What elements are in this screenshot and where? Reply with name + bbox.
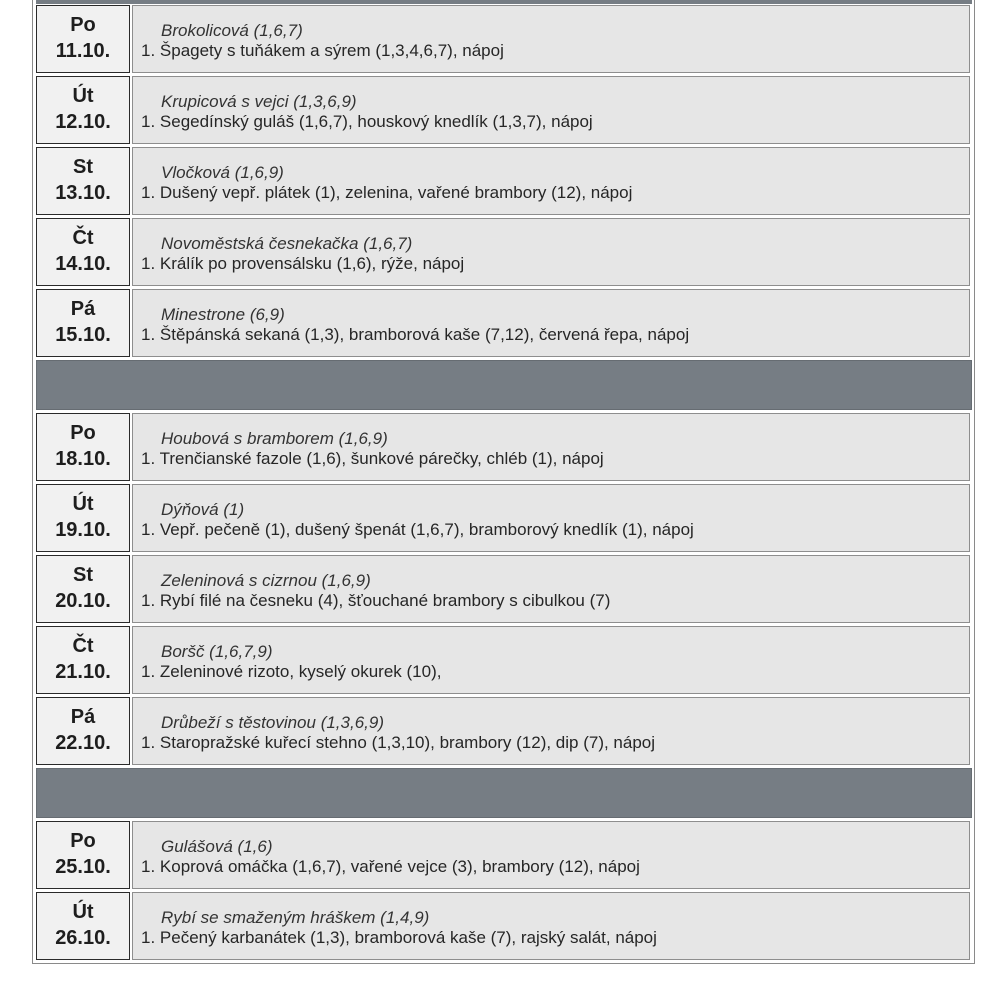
main-dish-text: 1. Rybí filé na česneku (4), šťouchané brambory s cibulkou (7) bbox=[141, 591, 611, 610]
soup-text: Houbová s bramborem (1,6,9) bbox=[161, 429, 388, 448]
menu-row bbox=[36, 626, 972, 694]
main-dish-text: 1. Staropražské kuřecí stehno (1,3,10), brambory (12), dip (7), nápoj bbox=[141, 733, 656, 752]
lunch-menu-table bbox=[32, 0, 975, 964]
day-name: Čt bbox=[72, 227, 94, 249]
meal-cell bbox=[132, 147, 970, 215]
day-name: St bbox=[73, 564, 93, 586]
main-dish-text: 1. Králík po provensálsku (1,6), rýže, nápoj bbox=[141, 254, 465, 273]
day-name: Pá bbox=[70, 298, 96, 320]
meal-cell bbox=[132, 821, 970, 889]
meal-cell bbox=[132, 555, 970, 623]
day-date: 22.10. bbox=[55, 732, 111, 754]
day-cell bbox=[36, 626, 130, 694]
day-date: 19.10. bbox=[55, 519, 111, 541]
day-name: Út bbox=[72, 85, 94, 107]
soup-text: Boršč (1,6,7,9) bbox=[161, 642, 273, 661]
day-cell bbox=[36, 413, 130, 481]
day-name: Út bbox=[72, 493, 94, 515]
day-cell bbox=[36, 289, 130, 357]
meal-cell bbox=[132, 892, 970, 960]
menu-row bbox=[36, 289, 972, 357]
main-dish-text: 1. Zeleninové rizoto, kyselý okurek (10), bbox=[141, 662, 442, 681]
day-cell bbox=[36, 484, 130, 552]
day-date: 26.10. bbox=[55, 927, 111, 949]
main-dish-text: 1. Štěpánská sekaná (1,3), bramborová kaše (7,12), červená řepa, nápoj bbox=[141, 325, 690, 344]
menu-row bbox=[36, 821, 972, 889]
top-separator bbox=[36, 0, 972, 4]
day-date: 20.10. bbox=[55, 590, 111, 612]
main-dish-text: 1. Špagety s tuňákem a sýrem (1,3,4,6,7), nápoj bbox=[141, 41, 504, 60]
menu-row bbox=[36, 697, 972, 765]
soup-text: Zeleninová s cizrnou (1,6,9) bbox=[161, 571, 371, 590]
day-cell bbox=[36, 821, 130, 889]
meal-cell bbox=[132, 289, 970, 357]
soup-text: Vločková (1,6,9) bbox=[161, 163, 284, 182]
day-date: 21.10. bbox=[55, 661, 111, 683]
day-cell bbox=[36, 147, 130, 215]
day-cell bbox=[36, 555, 130, 623]
day-cell bbox=[36, 892, 130, 960]
soup-text: Krupicová s vejci (1,3,6,9) bbox=[161, 92, 357, 111]
day-date: 14.10. bbox=[55, 253, 111, 275]
week-separator bbox=[36, 768, 972, 818]
soup-text: Gulášová (1,6) bbox=[161, 837, 273, 856]
meal-cell bbox=[132, 413, 970, 481]
day-name: Po bbox=[70, 422, 96, 444]
main-dish-text: 1. Koprová omáčka (1,6,7), vařené vejce (3), brambory (12), nápoj bbox=[141, 857, 640, 876]
main-dish-text: 1. Trenčianské fazole (1,6), šunkové párečky, chléb (1), nápoj bbox=[141, 449, 604, 468]
menu-row bbox=[36, 76, 972, 144]
day-cell bbox=[36, 5, 130, 73]
main-dish-text: 1. Segedínský guláš (1,6,7), houskový knedlík (1,3,7), nápoj bbox=[141, 112, 593, 131]
menu-row bbox=[36, 147, 972, 215]
meal-cell bbox=[132, 76, 970, 144]
menu-row bbox=[36, 555, 972, 623]
soup-text: Rybí se smaženým hráškem (1,4,9) bbox=[161, 908, 430, 927]
menu-row bbox=[36, 218, 972, 286]
day-name: Čt bbox=[72, 635, 94, 657]
day-cell bbox=[36, 218, 130, 286]
meal-cell bbox=[132, 626, 970, 694]
soup-text: Drůbeží s těstovinou (1,3,6,9) bbox=[161, 713, 385, 732]
day-date: 12.10. bbox=[55, 111, 111, 133]
meal-cell bbox=[132, 5, 970, 73]
day-name: Po bbox=[70, 14, 96, 36]
soup-text: Brokolicová (1,6,7) bbox=[161, 21, 303, 40]
main-dish-text: 1. Pečený karbanátek (1,3), bramborová kaše (7), rajský salát, nápoj bbox=[141, 928, 657, 947]
meal-cell bbox=[132, 697, 970, 765]
meal-cell bbox=[132, 218, 970, 286]
soup-text: Novoměstská česnekačka (1,6,7) bbox=[161, 234, 413, 253]
menu-row bbox=[36, 5, 972, 73]
day-date: 11.10. bbox=[55, 40, 111, 62]
day-date: 13.10. bbox=[55, 182, 111, 204]
soup-text: Dýňová (1) bbox=[161, 500, 245, 519]
meal-cell bbox=[132, 484, 970, 552]
menu-row bbox=[36, 413, 972, 481]
day-cell bbox=[36, 697, 130, 765]
day-date: 18.10. bbox=[55, 448, 111, 470]
day-name: St bbox=[73, 156, 93, 178]
menu-row bbox=[36, 892, 972, 960]
day-name: Út bbox=[72, 901, 94, 923]
week-separator bbox=[36, 360, 972, 410]
day-name: Po bbox=[70, 830, 96, 852]
day-name: Pá bbox=[70, 706, 96, 728]
day-date: 15.10. bbox=[55, 324, 111, 346]
day-date: 25.10. bbox=[55, 856, 111, 878]
day-cell bbox=[36, 76, 130, 144]
soup-text: Minestrone (6,9) bbox=[161, 305, 285, 324]
menu-row bbox=[36, 484, 972, 552]
main-dish-text: 1. Vepř. pečeně (1), dušený špenát (1,6,7), bramborový knedlík (1), nápoj bbox=[141, 520, 694, 539]
main-dish-text: 1. Dušený vepř. plátek (1), zelenina, vařené brambory (12), nápoj bbox=[141, 183, 633, 202]
